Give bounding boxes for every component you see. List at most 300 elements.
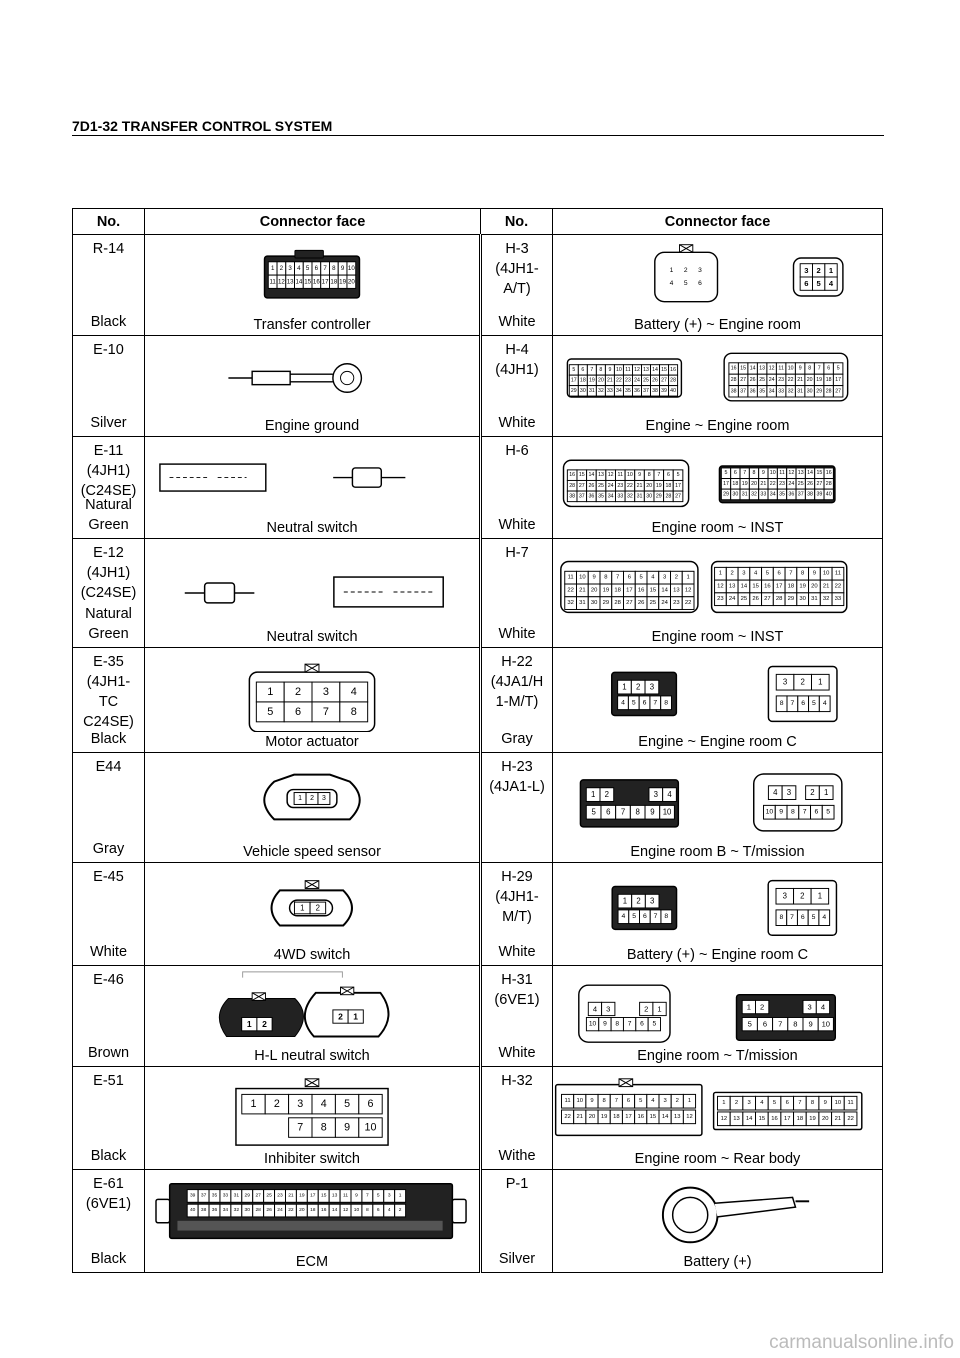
pin-label: 13 bbox=[674, 1113, 681, 1120]
pin-label: 22 bbox=[769, 480, 776, 487]
connector-id-line: 1-M/T) bbox=[495, 694, 539, 710]
pin-label: 8 bbox=[635, 807, 640, 817]
pin-label: 6 bbox=[777, 570, 781, 577]
pin-label: 2 bbox=[674, 574, 679, 581]
pin-label: 5 bbox=[683, 280, 688, 288]
connector-face bbox=[145, 1067, 481, 1170]
pin-label: 7 bbox=[657, 472, 661, 479]
pin-label: 10 bbox=[364, 1121, 377, 1134]
connector-number bbox=[73, 1067, 145, 1170]
connector-color: Silver bbox=[90, 415, 127, 431]
pin-label: 17 bbox=[570, 377, 577, 384]
pin-label: 9 bbox=[761, 470, 765, 477]
connector-caption: Engine ~ Engine room bbox=[645, 418, 790, 434]
connector-row bbox=[73, 966, 883, 1067]
connector-color: White bbox=[498, 1045, 536, 1061]
pin-label: 33 bbox=[607, 387, 613, 394]
pin-label: 21 bbox=[576, 1113, 584, 1120]
connector-number bbox=[481, 1170, 553, 1273]
pin-label: 24 bbox=[607, 482, 614, 489]
pin-label: 1 bbox=[718, 570, 723, 577]
pin-label: 10 bbox=[787, 365, 794, 372]
col-no-right: No. bbox=[481, 209, 553, 235]
pin-label: 5 bbox=[652, 1020, 657, 1028]
connector-id-line: (4JH1- bbox=[495, 261, 539, 277]
pin-label: 22 bbox=[847, 1115, 854, 1122]
pin-label: 4 bbox=[621, 699, 625, 707]
pin-label: 7 bbox=[778, 1019, 783, 1029]
pin-label: 19 bbox=[602, 587, 610, 594]
pin-label: 20 bbox=[597, 377, 604, 384]
pin-label: 30 bbox=[732, 491, 739, 498]
pin-label: 4 bbox=[754, 570, 758, 577]
pin-label: 1 bbox=[657, 1004, 662, 1014]
connector-color: White bbox=[498, 314, 536, 330]
pin-label: 1 bbox=[746, 1002, 751, 1012]
pin-label: 11 bbox=[567, 574, 574, 581]
connector-row bbox=[73, 648, 883, 753]
pin-label: 34 bbox=[768, 388, 775, 395]
pin-label: 6 bbox=[698, 280, 702, 288]
pin-label: 9 bbox=[779, 808, 784, 816]
connector-id-line: E-46 bbox=[93, 972, 124, 988]
pin-label: 10 bbox=[769, 470, 776, 477]
pin-label: 1 bbox=[828, 265, 834, 275]
pin-label: 1 bbox=[687, 1098, 692, 1105]
pin-label: 20 bbox=[347, 278, 355, 286]
pin-label: 2 bbox=[310, 795, 314, 803]
pin-label: 22 bbox=[787, 376, 794, 383]
pin-label: 4 bbox=[387, 1208, 391, 1214]
connector-number bbox=[481, 1067, 553, 1170]
connector-color: White bbox=[498, 517, 536, 533]
pin-label: 19 bbox=[339, 278, 347, 286]
pin-label: 18 bbox=[614, 587, 621, 594]
pin-label: 36 bbox=[788, 491, 795, 498]
pin-label: 11 bbox=[617, 472, 624, 479]
pin-label: 40 bbox=[670, 387, 676, 394]
pin-label: 7 bbox=[790, 914, 794, 922]
connector-id-line: (4JH1) bbox=[86, 565, 131, 581]
pin-label: 38 bbox=[652, 387, 658, 394]
pin-label: 21 bbox=[760, 480, 767, 487]
pin-label: 33 bbox=[760, 491, 767, 498]
connector-id-line: R-14 bbox=[92, 241, 125, 257]
pin-label: 25 bbox=[266, 1193, 272, 1199]
pin-label: 27 bbox=[764, 596, 771, 603]
pin-label: 29 bbox=[655, 493, 662, 500]
pin-label: 29 bbox=[723, 491, 729, 498]
pin-label: 17 bbox=[775, 583, 783, 590]
pin-label: 30 bbox=[646, 493, 653, 500]
pin-label: 9 bbox=[798, 365, 802, 372]
connector-face bbox=[553, 863, 883, 966]
connector-row bbox=[73, 437, 883, 539]
pin-label: 21 bbox=[822, 583, 830, 590]
pin-label: 6 bbox=[314, 264, 319, 272]
pin-label: 6 bbox=[581, 366, 585, 373]
pin-label: 40 bbox=[189, 1208, 196, 1214]
pin-label: 20 bbox=[811, 583, 818, 590]
pin-label: 36 bbox=[588, 493, 595, 500]
pin-label: 15 bbox=[758, 1115, 766, 1122]
pin-label: 16 bbox=[730, 365, 737, 372]
connector-id-line: E-51 bbox=[93, 1073, 124, 1089]
pin-label: 4 bbox=[651, 1098, 655, 1105]
connector-caption: Engine room ~ INST bbox=[651, 520, 784, 536]
pin-label: 30 bbox=[799, 596, 806, 603]
pin-label: 7 bbox=[322, 705, 329, 718]
connector-row bbox=[73, 1170, 883, 1273]
pin-label: 11 bbox=[625, 366, 631, 373]
pin-label: 19 bbox=[600, 1113, 608, 1120]
pin-label: 10 bbox=[353, 1208, 360, 1214]
pin-label: 20 bbox=[588, 1113, 596, 1120]
pin-label: 22 bbox=[288, 1208, 294, 1214]
connector-id-line: (4JH1) bbox=[495, 362, 539, 378]
pin-label: 21 bbox=[288, 1193, 294, 1199]
pin-label: 16 bbox=[637, 587, 645, 594]
pin-label: 20 bbox=[751, 480, 757, 487]
page-header: 7D1-32 TRANSFER CONTROL SYSTEM bbox=[72, 118, 333, 134]
pin-label: 34 bbox=[769, 491, 776, 498]
connector-color: Natural bbox=[85, 497, 132, 513]
connector-id-line: (4JA1/H bbox=[490, 674, 544, 690]
connector-face bbox=[145, 336, 481, 437]
pin-label: 18 bbox=[330, 278, 338, 286]
pin-label: 24 bbox=[768, 376, 775, 383]
pin-label: 5 bbox=[639, 1098, 643, 1105]
pin-label: 8 bbox=[615, 1020, 620, 1028]
pin-label: 28 bbox=[730, 376, 737, 383]
pin-label: 23 bbox=[625, 377, 631, 384]
pin-label: 2 bbox=[636, 896, 641, 906]
pin-label: 35 bbox=[211, 1193, 218, 1199]
connector-diagram bbox=[553, 1071, 882, 1149]
pin-label: 4 bbox=[651, 574, 655, 581]
pin-label: 13 bbox=[673, 587, 680, 594]
pin-label: 11 bbox=[847, 1100, 854, 1107]
pin-label: 6 bbox=[640, 1020, 644, 1028]
pin-label: 32 bbox=[626, 493, 633, 500]
pin-label: 12 bbox=[607, 472, 614, 479]
connector-caption: Neutral switch bbox=[266, 520, 358, 536]
pin-label: 15 bbox=[752, 583, 759, 590]
pin-label: 1 bbox=[686, 574, 690, 581]
pin-label: 18 bbox=[310, 1208, 316, 1214]
pin-label: 22 bbox=[616, 377, 622, 384]
pin-label: 1 bbox=[622, 682, 627, 692]
pin-label: 27 bbox=[816, 480, 823, 487]
pin-label: 14 bbox=[588, 472, 595, 479]
pin-label: 12 bbox=[788, 470, 795, 477]
connector-color: Silver bbox=[498, 1251, 536, 1267]
connector-caption: H-L neutral switch bbox=[254, 1048, 370, 1064]
pin-label: 3 bbox=[782, 677, 788, 687]
pin-label: 34 bbox=[607, 493, 614, 500]
pin-label: 31 bbox=[233, 1193, 240, 1199]
pin-label: 3 bbox=[662, 574, 667, 581]
pin-label: 36 bbox=[749, 388, 756, 395]
pin-label: 1 bbox=[270, 264, 275, 272]
pin-label: 14 bbox=[331, 1208, 338, 1214]
pin-label: 8 bbox=[664, 699, 668, 707]
pin-label: 8 bbox=[366, 1208, 369, 1214]
col-no-left: No. bbox=[73, 209, 145, 235]
connector-caption: Engine ~ Engine room C bbox=[638, 734, 797, 750]
pin-label: 17 bbox=[835, 376, 842, 383]
pin-label: 6 bbox=[762, 1019, 768, 1029]
pin-label: 33 bbox=[834, 596, 842, 603]
pin-label: 11 bbox=[834, 570, 841, 577]
pin-label: 25 bbox=[643, 377, 649, 384]
pin-label: 10 bbox=[662, 807, 672, 817]
pin-label: 14 bbox=[652, 366, 658, 373]
pin-label: 5 bbox=[344, 1098, 351, 1111]
pin-label: 17 bbox=[310, 1193, 316, 1199]
connector-diagram bbox=[553, 652, 882, 732]
pin-label: 4 bbox=[667, 790, 672, 800]
pin-label: 6 bbox=[627, 574, 632, 581]
pin-label: 3 bbox=[807, 1002, 812, 1012]
connector-color: Black bbox=[90, 731, 127, 747]
connector-number bbox=[481, 437, 553, 539]
pin-label: 7 bbox=[323, 264, 327, 272]
connector-diagram bbox=[553, 239, 882, 315]
pin-label: 27 bbox=[626, 600, 633, 607]
pin-label: 39 bbox=[816, 491, 823, 498]
pin-label: 7 bbox=[614, 1098, 618, 1105]
connector-diagram bbox=[553, 970, 882, 1046]
pin-label: 28 bbox=[614, 600, 621, 607]
pin-label: 1 bbox=[250, 1098, 257, 1111]
pin-label: 8 bbox=[808, 365, 812, 372]
pin-label: 9 bbox=[808, 1019, 813, 1029]
pin-label: 11 bbox=[564, 1098, 571, 1105]
pin-label: 1 bbox=[817, 891, 823, 901]
pin-label: 17 bbox=[626, 587, 633, 594]
pin-label: 4 bbox=[822, 914, 827, 922]
connector-number bbox=[73, 1170, 145, 1273]
pin-label: 23 bbox=[673, 600, 680, 607]
pin-label: 10 bbox=[616, 366, 622, 373]
connector-id-line: (C24SE) bbox=[80, 585, 137, 601]
connector-number bbox=[481, 863, 553, 966]
pin-label: 1 bbox=[353, 1011, 359, 1022]
pin-label: 7 bbox=[817, 365, 821, 372]
pin-label: 29 bbox=[816, 388, 823, 395]
connector-face bbox=[145, 539, 481, 648]
connector-number bbox=[481, 336, 553, 437]
col-face-left: Connector face bbox=[145, 209, 481, 235]
connector-id-line: E-35 bbox=[93, 654, 124, 670]
pin-label: 15 bbox=[661, 366, 667, 373]
connector-diagram bbox=[145, 1071, 479, 1149]
connector-number bbox=[481, 235, 553, 336]
pin-label: 14 bbox=[295, 278, 303, 286]
connector-id-line: (6VE1) bbox=[85, 1196, 132, 1212]
pin-label: 21 bbox=[797, 376, 804, 383]
connector-diagram bbox=[145, 340, 479, 416]
pin-label: 14 bbox=[745, 1115, 753, 1122]
pin-label: 10 bbox=[765, 808, 774, 816]
pin-label: 14 bbox=[661, 587, 668, 594]
pin-label: 25 bbox=[598, 482, 604, 489]
connector-face bbox=[145, 1170, 481, 1273]
pin-label: 39 bbox=[661, 387, 667, 394]
connector-diagram bbox=[145, 652, 479, 732]
connector-face bbox=[553, 539, 883, 648]
pin-label: 18 bbox=[665, 482, 672, 489]
pin-label: 28 bbox=[665, 493, 672, 500]
connector-id-line: (4JH1) bbox=[86, 463, 131, 479]
pin-label: 3 bbox=[804, 265, 809, 275]
pin-label: 26 bbox=[266, 1208, 272, 1214]
col-face-right: Connector face bbox=[553, 209, 883, 235]
connector-number bbox=[481, 753, 553, 863]
pin-label: 2 bbox=[315, 903, 321, 913]
connector-row bbox=[73, 336, 883, 437]
pin-label: 4 bbox=[297, 264, 301, 272]
pin-label: 13 bbox=[286, 278, 294, 286]
connector-face bbox=[553, 336, 883, 437]
pin-label: 12 bbox=[768, 365, 775, 372]
pin-label: 7 bbox=[653, 699, 658, 707]
connector-color: White bbox=[498, 944, 536, 960]
pin-label: 8 bbox=[602, 1098, 606, 1105]
pin-label: 13 bbox=[598, 472, 604, 479]
pin-label: 7 bbox=[802, 808, 807, 816]
connector-caption: Battery (+) bbox=[683, 1254, 752, 1270]
pin-label: 3 bbox=[606, 1004, 611, 1014]
connector-diagram bbox=[145, 441, 479, 518]
pin-label: 35 bbox=[779, 491, 785, 498]
pin-label: 16 bbox=[771, 1115, 778, 1122]
pin-label: 6 bbox=[801, 700, 806, 708]
connector-id-line: H-29 bbox=[501, 869, 533, 885]
pin-label: 3 bbox=[698, 266, 702, 274]
pin-label: 22 bbox=[567, 587, 574, 594]
connector-diagram bbox=[553, 757, 882, 842]
pin-label: 33 bbox=[222, 1193, 229, 1199]
connector-id-line: H-4 bbox=[505, 342, 529, 358]
pin-label: 17 bbox=[675, 482, 681, 489]
pin-label: 36 bbox=[211, 1208, 218, 1214]
pin-label: 5 bbox=[631, 699, 636, 707]
connector-caption: Engine room ~ Rear body bbox=[634, 1151, 801, 1167]
pin-label: 2 bbox=[273, 1098, 280, 1111]
connector-face bbox=[145, 966, 481, 1067]
pin-label: 21 bbox=[607, 377, 613, 384]
pin-label: 7 bbox=[620, 807, 626, 817]
pin-label: 1 bbox=[300, 903, 305, 913]
pin-label: 9 bbox=[638, 472, 642, 479]
pin-label: 2 bbox=[636, 682, 641, 692]
connector-face bbox=[145, 863, 481, 966]
pin-label: 20 bbox=[590, 587, 598, 594]
pin-label: 4 bbox=[822, 700, 827, 708]
pin-label: 2 bbox=[760, 1002, 765, 1012]
pin-label: 6 bbox=[733, 470, 737, 477]
connector-caption: Motor actuator bbox=[265, 734, 359, 750]
pin-label: 12 bbox=[720, 1115, 728, 1122]
pin-label: 26 bbox=[807, 480, 813, 487]
pin-label: 10 bbox=[822, 570, 830, 577]
pin-label: 3 bbox=[321, 795, 326, 803]
pin-label: 22 bbox=[626, 482, 633, 489]
connector-row bbox=[73, 539, 883, 648]
connector-id-line: H-23 bbox=[501, 759, 533, 775]
pin-label: 8 bbox=[790, 808, 795, 816]
pin-label: 2 bbox=[675, 1098, 679, 1105]
pin-label: 9 bbox=[590, 1098, 594, 1105]
connector-number bbox=[73, 336, 145, 437]
connector-color: White bbox=[498, 415, 536, 431]
connector-color: Black bbox=[90, 314, 127, 330]
pin-label: 8 bbox=[752, 470, 756, 477]
pin-label: 17 bbox=[723, 480, 729, 487]
pin-label: 6 bbox=[642, 699, 647, 707]
pin-label: 24 bbox=[788, 480, 795, 487]
pin-label: 5 bbox=[811, 914, 816, 922]
pin-label: 5 bbox=[836, 365, 840, 372]
connector-face bbox=[553, 1067, 883, 1170]
connector-number bbox=[73, 966, 145, 1067]
connector-diagram bbox=[145, 543, 479, 627]
connector-color: Withe bbox=[498, 1148, 536, 1164]
pin-label: 37 bbox=[797, 491, 804, 498]
pin-label: 15 bbox=[816, 470, 823, 477]
pin-label: 35 bbox=[759, 388, 766, 395]
pin-label: 18 bbox=[613, 1113, 620, 1120]
pin-label: 6 bbox=[785, 1100, 789, 1107]
pin-label: 4 bbox=[621, 913, 626, 921]
pin-label: 30 bbox=[590, 600, 598, 607]
pin-label: 1 bbox=[824, 788, 829, 798]
pin-label: 24 bbox=[728, 596, 736, 603]
pin-label: 15 bbox=[304, 278, 312, 286]
pin-label: 23 bbox=[617, 482, 624, 489]
pin-label: 31 bbox=[636, 493, 643, 500]
pin-label: 19 bbox=[299, 1193, 305, 1199]
pin-label: 19 bbox=[655, 482, 662, 489]
connector-color: Black bbox=[90, 1251, 127, 1267]
pin-label: 7 bbox=[366, 1193, 369, 1199]
pin-label: 2 bbox=[398, 1208, 402, 1214]
connector-id-line: (4JH1- bbox=[86, 674, 131, 690]
pin-label: 32 bbox=[233, 1208, 240, 1214]
pin-label: 5 bbox=[591, 807, 596, 817]
pin-label: 32 bbox=[822, 596, 830, 603]
connector-diagram bbox=[145, 757, 479, 842]
pin-label: 12 bbox=[342, 1208, 349, 1214]
pin-label: 12 bbox=[277, 278, 285, 286]
pin-label: 15 bbox=[740, 365, 747, 372]
pin-label: 15 bbox=[649, 587, 657, 594]
pin-label: 31 bbox=[797, 388, 804, 395]
pin-label: 1 bbox=[669, 266, 674, 274]
connector-caption: Battery (+) ~ Engine room C bbox=[626, 947, 809, 963]
connector-number bbox=[73, 863, 145, 966]
pin-label: 27 bbox=[255, 1193, 261, 1199]
pin-label: 40 bbox=[825, 491, 832, 498]
pin-label: 27 bbox=[661, 377, 667, 384]
pin-label: 25 bbox=[797, 480, 804, 487]
connector-color: White bbox=[89, 944, 128, 960]
pin-label: 7 bbox=[798, 1100, 802, 1107]
pin-label: 3 bbox=[742, 570, 746, 577]
pin-label: 19 bbox=[741, 480, 748, 487]
